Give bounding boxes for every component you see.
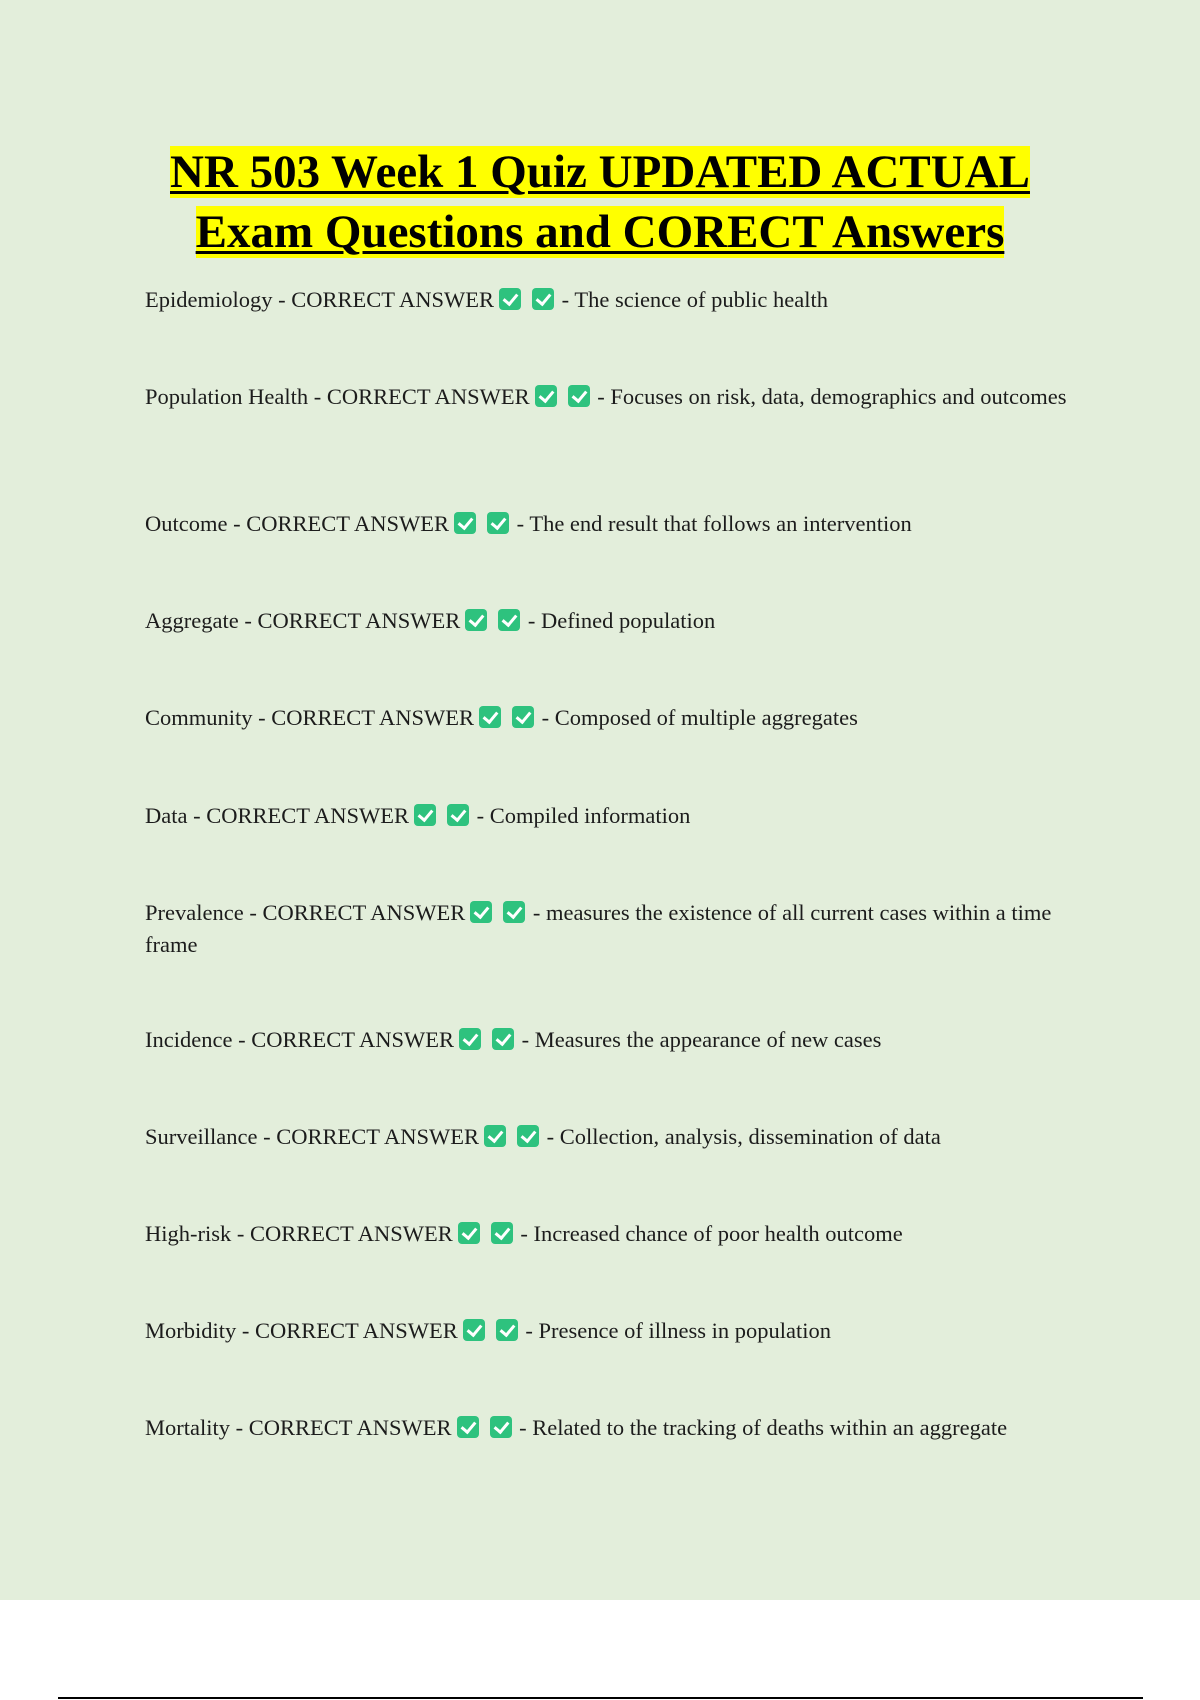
answer-marker: CORRECT ANSWER (250, 1221, 453, 1246)
check-mark-icon (517, 1125, 539, 1147)
qa-item: Data - CORRECT ANSWER - Compiled information (145, 803, 691, 828)
qa-item: Population Health - CORRECT ANSWER - Focuses on risk, data, demographics and outcomes (145, 384, 1067, 409)
term: Morbidity (145, 1318, 237, 1343)
check-mark-icon (512, 706, 534, 728)
qa-item: Mortality - CORRECT ANSWER - Related to the tracking of deaths within an aggregate (145, 1415, 1008, 1440)
definition: The end result that follows an intervention (529, 511, 912, 536)
check-mark-icon (503, 901, 525, 923)
title-line-1: NR 503 Week 1 Quiz UPDATED ACTUAL (170, 146, 1030, 198)
answer-marker: CORRECT ANSWER (271, 705, 475, 730)
check-mark-icon (457, 1416, 479, 1438)
definition: Presence of illness in population (538, 1318, 831, 1343)
check-mark-icon (463, 1319, 485, 1341)
definition: Defined population (540, 608, 716, 633)
term: Data (145, 803, 188, 828)
term: Community (145, 705, 253, 730)
definition: The science of public health (574, 287, 828, 312)
check-mark-icon (470, 901, 492, 923)
definition: Collection, analysis, dissemination of data (559, 1124, 941, 1149)
check-mark-icon (492, 1028, 514, 1050)
answer-marker: CORRECT ANSWER (291, 287, 494, 312)
definition: measures the existence of all current cases within a time frame (145, 900, 1052, 957)
answer-marker: CORRECT ANSWER (326, 384, 530, 409)
term: Incidence (145, 1027, 233, 1052)
qa-item: High-risk - CORRECT ANSWER - Increased chance of poor health outcome (145, 1221, 903, 1246)
definition: Increased chance of poor health outcome (533, 1221, 903, 1246)
check-mark-icon (535, 385, 557, 407)
answer-marker: CORRECT ANSWER (257, 608, 461, 633)
answer-marker: CORRECT ANSWER (248, 1415, 452, 1440)
qa-item: Outcome - CORRECT ANSWER - The end result that follows an intervention (145, 511, 912, 536)
term: Aggregate (145, 608, 239, 633)
check-mark-icon (414, 804, 436, 826)
check-mark-icon (491, 1222, 513, 1244)
definition: Related to the tracking of deaths within an aggregate (532, 1415, 1008, 1440)
check-mark-icon (496, 1319, 518, 1341)
check-mark-icon (458, 1222, 480, 1244)
definition: Composed of multiple aggregates (554, 705, 858, 730)
check-mark-icon (490, 1416, 512, 1438)
check-mark-icon (532, 288, 554, 310)
term: Population Health (145, 384, 309, 409)
document-title (100, 142, 1100, 262)
definition: Compiled information (489, 803, 691, 828)
qa-item: Surveillance - CORRECT ANSWER - Collection, analysis, dissemination of data (145, 1124, 941, 1149)
qa-item: Aggregate - CORRECT ANSWER - Defined population (145, 608, 716, 633)
qa-item: Prevalence - CORRECT ANSWER - measures the existence of all current cases within a time frame (145, 900, 1052, 957)
check-mark-icon (499, 288, 521, 310)
term: Mortality (145, 1415, 230, 1440)
term: Outcome (145, 511, 228, 536)
qa-item: Community - CORRECT ANSWER - Composed of multiple aggregates (145, 705, 858, 730)
answer-marker: CORRECT ANSWER (262, 900, 466, 925)
answer-marker: CORRECT ANSWER (255, 1318, 458, 1343)
check-mark-icon (479, 706, 501, 728)
check-mark-icon (487, 512, 509, 534)
title-line-2: Exam Questions and CORECT Answers (195, 206, 1005, 258)
answer-marker: CORRECT ANSWER (276, 1124, 479, 1149)
check-mark-icon (465, 609, 487, 631)
check-mark-icon (568, 385, 590, 407)
qa-item: Incidence - CORRECT ANSWER - Measures the appearance of new cases (145, 1027, 882, 1052)
definition: Measures the appearance of new cases (534, 1027, 882, 1052)
check-mark-icon (454, 512, 476, 534)
check-mark-icon (447, 804, 469, 826)
answer-marker: CORRECT ANSWER (206, 803, 409, 828)
check-mark-icon (459, 1028, 481, 1050)
check-mark-icon (498, 609, 520, 631)
definition: Focuses on risk, data, demographics and outcomes (610, 384, 1067, 409)
check-mark-icon (484, 1125, 506, 1147)
qa-item: Epidemiology - CORRECT ANSWER - The science of public health (145, 287, 828, 312)
answer-marker: CORRECT ANSWER (251, 1027, 454, 1052)
footer-divider (58, 1697, 1143, 1699)
qa-item: Morbidity - CORRECT ANSWER - Presence of illness in population (145, 1318, 831, 1343)
answer-marker: CORRECT ANSWER (246, 511, 449, 536)
term: High-risk (145, 1221, 232, 1246)
term: Prevalence (145, 900, 244, 925)
term: Epidemiology (145, 287, 273, 312)
term: Surveillance (145, 1124, 258, 1149)
